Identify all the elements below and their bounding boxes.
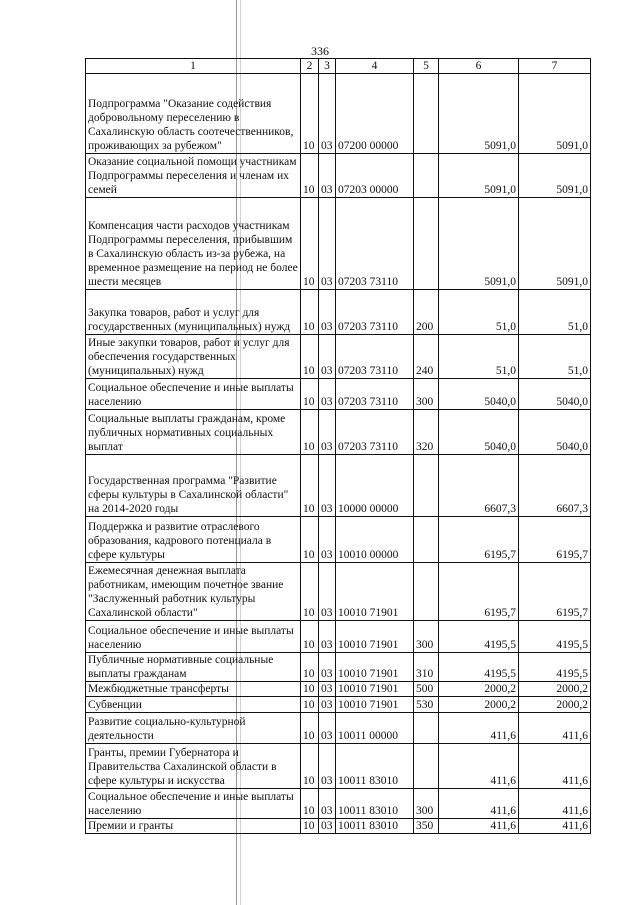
row-subsection-cell: 03 xyxy=(319,744,336,789)
row-total-cell: 2000,2 xyxy=(519,682,591,697)
row-subsection-cell: 03 xyxy=(319,682,336,697)
row-total-cell: 5040,0 xyxy=(519,379,591,410)
row-amount-cell: 5091,0 xyxy=(439,198,519,290)
row-target-code-cell: 07203 00000 xyxy=(336,154,414,198)
row-amount-cell: 411,6 xyxy=(439,744,519,789)
row-expense-type-cell xyxy=(414,198,439,290)
row-subsection-cell: 03 xyxy=(319,290,336,335)
row-expense-type-cell: 300 xyxy=(414,621,439,653)
row-subsection-cell: 03 xyxy=(319,713,336,744)
row-target-code-cell: 10010 71901 xyxy=(336,682,414,697)
row-target-code-cell: 10010 00000 xyxy=(336,517,414,563)
table-row xyxy=(86,621,591,653)
row-name-cell: Государственная программа "Развитие сферы культуры в Сахалинской области" на 2014-2020 годы xyxy=(86,455,301,517)
row-total-cell: 411,6 xyxy=(519,713,591,744)
table-row xyxy=(86,455,591,517)
table-row xyxy=(86,563,591,621)
table-row xyxy=(86,789,591,819)
row-amount-cell: 411,6 xyxy=(439,819,519,834)
row-expense-type-cell xyxy=(414,74,439,154)
row-amount-cell: 6195,7 xyxy=(439,517,519,563)
row-expense-type-cell xyxy=(414,154,439,198)
header-col-6: 6 xyxy=(439,59,519,74)
table-row xyxy=(86,74,591,154)
row-target-code-cell: 07203 73110 xyxy=(336,379,414,410)
row-target-code-cell: 10000 00000 xyxy=(336,455,414,517)
row-amount-cell: 5040,0 xyxy=(439,379,519,410)
row-name-cell: Иные закупки товаров, работ и услуг для обеспечения государственных (муниципальных) нужд xyxy=(86,335,301,379)
row-section-cell: 10 xyxy=(301,789,319,819)
row-name-cell: Закупка товаров, работ и услуг для государственных (муниципальных) нужд xyxy=(86,290,301,335)
row-amount-cell: 5091,0 xyxy=(439,74,519,154)
table-row xyxy=(86,335,591,379)
header-col-4: 4 xyxy=(336,59,414,74)
row-amount-cell: 4195,5 xyxy=(439,653,519,682)
row-expense-type-cell: 500 xyxy=(414,682,439,697)
row-expense-type-cell xyxy=(414,713,439,744)
row-subsection-cell: 03 xyxy=(319,517,336,563)
row-amount-cell: 51,0 xyxy=(439,290,519,335)
row-amount-cell: 4195,5 xyxy=(439,621,519,653)
row-subsection-cell: 03 xyxy=(319,621,336,653)
row-expense-type-cell: 300 xyxy=(414,789,439,819)
row-total-cell: 51,0 xyxy=(519,290,591,335)
table-row xyxy=(86,379,591,410)
row-section-cell: 10 xyxy=(301,682,319,697)
row-section-cell: 10 xyxy=(301,517,319,563)
row-section-cell: 10 xyxy=(301,379,319,410)
row-name-cell: Социальное обеспечение и иные выплаты населению xyxy=(86,789,301,819)
table-row xyxy=(86,744,591,789)
row-total-cell: 6195,7 xyxy=(519,563,591,621)
row-total-cell: 4195,5 xyxy=(519,621,591,653)
row-target-code-cell: 10011 83010 xyxy=(336,789,414,819)
row-section-cell: 10 xyxy=(301,653,319,682)
row-total-cell: 5040,0 xyxy=(519,410,591,455)
header-row xyxy=(86,59,591,74)
row-subsection-cell: 03 xyxy=(319,455,336,517)
row-name-cell: Публичные нормативные социальные выплаты гражданам xyxy=(86,653,301,682)
row-section-cell: 10 xyxy=(301,410,319,455)
row-name-cell: Гранты, премии Губернатора и Правительства Сахалинской области в сфере культуры и искусства xyxy=(86,744,301,789)
row-target-code-cell: 07203 73110 xyxy=(336,198,414,290)
row-total-cell: 51,0 xyxy=(519,335,591,379)
row-section-cell: 10 xyxy=(301,819,319,834)
row-amount-cell: 5040,0 xyxy=(439,410,519,455)
row-section-cell: 10 xyxy=(301,744,319,789)
header-col-3: 3 xyxy=(319,59,336,74)
row-total-cell: 4195,5 xyxy=(519,653,591,682)
row-subsection-cell: 03 xyxy=(319,653,336,682)
row-total-cell: 5091,0 xyxy=(519,154,591,198)
row-amount-cell: 2000,2 xyxy=(439,682,519,697)
row-subsection-cell: 03 xyxy=(319,335,336,379)
row-total-cell: 6607,3 xyxy=(519,455,591,517)
row-amount-cell: 2000,2 xyxy=(439,697,519,713)
table-row xyxy=(86,410,591,455)
row-expense-type-cell: 320 xyxy=(414,410,439,455)
page-number: 336 xyxy=(311,44,329,58)
row-amount-cell: 411,6 xyxy=(439,713,519,744)
row-section-cell: 10 xyxy=(301,335,319,379)
row-target-code-cell: 10010 71901 xyxy=(336,697,414,713)
row-section-cell: 10 xyxy=(301,198,319,290)
row-section-cell: 10 xyxy=(301,697,319,713)
row-subsection-cell: 03 xyxy=(319,410,336,455)
row-section-cell: 10 xyxy=(301,713,319,744)
row-subsection-cell: 03 xyxy=(319,789,336,819)
row-target-code-cell: 10010 71901 xyxy=(336,563,414,621)
row-expense-type-cell: 310 xyxy=(414,653,439,682)
table-row xyxy=(86,713,591,744)
row-total-cell: 5091,0 xyxy=(519,74,591,154)
table-body xyxy=(86,74,591,834)
row-subsection-cell: 03 xyxy=(319,379,336,410)
row-expense-type-cell xyxy=(414,744,439,789)
table-row xyxy=(86,290,591,335)
row-section-cell: 10 xyxy=(301,563,319,621)
row-amount-cell: 6195,7 xyxy=(439,563,519,621)
row-name-cell: Оказание социальной помощи участникам Подпрограммы переселения и членам их семей xyxy=(86,154,301,198)
row-section-cell: 10 xyxy=(301,621,319,653)
row-expense-type-cell: 530 xyxy=(414,697,439,713)
row-subsection-cell: 03 xyxy=(319,563,336,621)
row-amount-cell: 51,0 xyxy=(439,335,519,379)
row-expense-type-cell xyxy=(414,563,439,621)
budget-table xyxy=(85,58,591,834)
row-name-cell: Поддержка и развитие отраслевого образования, кадрового потенциала в сфере культуры xyxy=(86,517,301,563)
row-total-cell: 5091,0 xyxy=(519,198,591,290)
row-target-code-cell: 10010 71901 xyxy=(336,653,414,682)
row-subsection-cell: 03 xyxy=(319,819,336,834)
row-target-code-cell: 10011 00000 xyxy=(336,713,414,744)
row-target-code-cell: 10010 71901 xyxy=(336,621,414,653)
row-name-cell: Социальное обеспечение и иные выплаты населению xyxy=(86,379,301,410)
row-expense-type-cell: 240 xyxy=(414,335,439,379)
row-amount-cell: 6607,3 xyxy=(439,455,519,517)
row-section-cell: 10 xyxy=(301,154,319,198)
row-name-cell: Развитие социально-культурной деятельности xyxy=(86,713,301,744)
table-row xyxy=(86,819,591,834)
row-section-cell: 10 xyxy=(301,290,319,335)
row-name-cell: Субвенции xyxy=(86,697,301,713)
row-expense-type-cell: 200 xyxy=(414,290,439,335)
row-name-cell: Межбюджетные трансферты xyxy=(86,682,301,697)
row-name-cell: Социальное обеспечение и иные выплаты населению xyxy=(86,621,301,653)
row-subsection-cell: 03 xyxy=(319,198,336,290)
row-name-cell: Премии и гранты xyxy=(86,819,301,834)
row-expense-type-cell xyxy=(414,455,439,517)
row-subsection-cell: 03 xyxy=(319,154,336,198)
table-row xyxy=(86,517,591,563)
row-subsection-cell: 03 xyxy=(319,74,336,154)
row-section-cell: 10 xyxy=(301,74,319,154)
row-target-code-cell: 07200 00000 xyxy=(336,74,414,154)
table-row xyxy=(86,682,591,697)
table-row xyxy=(86,154,591,198)
row-target-code-cell: 10011 83010 xyxy=(336,819,414,834)
row-target-code-cell: 07203 73110 xyxy=(336,410,414,455)
header-col-2: 2 xyxy=(301,59,319,74)
row-total-cell: 6195,7 xyxy=(519,517,591,563)
row-total-cell: 411,6 xyxy=(519,789,591,819)
row-total-cell: 411,6 xyxy=(519,819,591,834)
row-expense-type-cell xyxy=(414,517,439,563)
row-target-code-cell: 07203 73110 xyxy=(336,290,414,335)
row-name-cell: Ежемесячная денежная выплата работникам, имеющим почетное звание "Заслуженный работник культуры Сахалинской области" xyxy=(86,563,301,621)
row-total-cell: 411,6 xyxy=(519,744,591,789)
row-name-cell: Социальные выплаты гражданам, кроме публичных нормативных социальных выплат xyxy=(86,410,301,455)
row-section-cell: 10 xyxy=(301,455,319,517)
row-subsection-cell: 03 xyxy=(319,697,336,713)
table-row xyxy=(86,653,591,682)
row-expense-type-cell: 300 xyxy=(414,379,439,410)
row-name-cell: Компенсация части расходов участникам Подпрограммы переселения, прибывшим в Сахалинскую область из-за рубежа, на временное размещение на период не более шести месяцев xyxy=(86,198,301,290)
row-amount-cell: 411,6 xyxy=(439,789,519,819)
row-target-code-cell: 07203 73110 xyxy=(336,335,414,379)
row-total-cell: 2000,2 xyxy=(519,697,591,713)
row-expense-type-cell: 350 xyxy=(414,819,439,834)
header-col-5: 5 xyxy=(414,59,439,74)
row-amount-cell: 5091,0 xyxy=(439,154,519,198)
table-row xyxy=(86,198,591,290)
header-col-7: 7 xyxy=(519,59,591,74)
row-name-cell: Подпрограмма "Оказание содействия добровольному переселению в Сахалинскую область соотечественников, проживающих за рубежом" xyxy=(86,74,301,154)
row-target-code-cell: 10011 83010 xyxy=(336,744,414,789)
header-col-1: 1 xyxy=(86,59,301,74)
table-row xyxy=(86,697,591,713)
